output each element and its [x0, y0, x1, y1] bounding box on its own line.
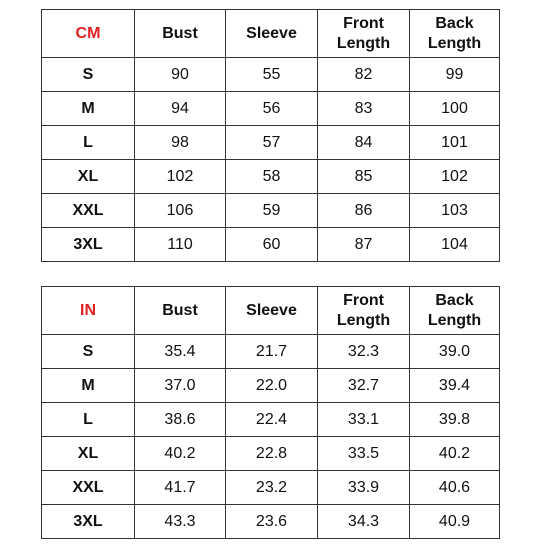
bust-cell: 35.4 [135, 335, 226, 369]
front-length-cell: 32.7 [318, 369, 410, 403]
size-label: XL [42, 160, 135, 194]
table-row [42, 369, 500, 403]
sleeve-cell: 56 [226, 92, 318, 126]
unit-label-cm: CM [42, 10, 135, 58]
size-label: S [42, 58, 135, 92]
table-row [42, 335, 500, 369]
sleeve-cell: 22.8 [226, 437, 318, 471]
size-label: M [42, 92, 135, 126]
front-length-cell: 84 [318, 126, 410, 160]
front-length-cell: 32.3 [318, 335, 410, 369]
size-label: XXL [42, 194, 135, 228]
table-row [42, 437, 500, 471]
table-row [42, 471, 500, 505]
bust-cell: 90 [135, 58, 226, 92]
back-length-cell: 40.6 [410, 471, 500, 505]
column-header-back-length: Back Length [410, 10, 500, 58]
column-header-bust: Bust [135, 287, 226, 335]
table-row [42, 403, 500, 437]
bust-cell: 38.6 [135, 403, 226, 437]
sleeve-cell: 60 [226, 228, 318, 262]
size-label: XXL [42, 471, 135, 505]
bust-cell: 102 [135, 160, 226, 194]
size-label: L [42, 403, 135, 437]
table-row [42, 92, 500, 126]
sleeve-cell: 58 [226, 160, 318, 194]
sleeve-cell: 23.6 [226, 505, 318, 539]
column-header-sleeve: Sleeve [226, 10, 318, 58]
bust-cell: 110 [135, 228, 226, 262]
sleeve-cell: 21.7 [226, 335, 318, 369]
table-header-row [42, 287, 500, 335]
sleeve-cell: 23.2 [226, 471, 318, 505]
bust-cell: 37.0 [135, 369, 226, 403]
bust-cell: 40.2 [135, 437, 226, 471]
front-length-cell: 33.1 [318, 403, 410, 437]
unit-label-in: IN [42, 287, 135, 335]
column-header-back-length: Back Length [410, 287, 500, 335]
table-row [42, 58, 500, 92]
front-length-cell: 34.3 [318, 505, 410, 539]
size-label: XL [42, 437, 135, 471]
front-length-cell: 83 [318, 92, 410, 126]
sleeve-cell: 55 [226, 58, 318, 92]
back-length-cell: 40.2 [410, 437, 500, 471]
bust-cell: 41.7 [135, 471, 226, 505]
size-label: 3XL [42, 505, 135, 539]
bust-cell: 106 [135, 194, 226, 228]
back-length-cell: 101 [410, 126, 500, 160]
size-chart-in-table [41, 286, 500, 539]
bust-cell: 43.3 [135, 505, 226, 539]
sleeve-cell: 57 [226, 126, 318, 160]
back-length-cell: 100 [410, 92, 500, 126]
back-length-cell: 39.0 [410, 335, 500, 369]
bust-cell: 94 [135, 92, 226, 126]
back-length-cell: 102 [410, 160, 500, 194]
front-length-cell: 82 [318, 58, 410, 92]
sleeve-cell: 22.0 [226, 369, 318, 403]
table-row [42, 160, 500, 194]
front-length-cell: 87 [318, 228, 410, 262]
size-label: M [42, 369, 135, 403]
column-header-front-length: Front Length [318, 10, 410, 58]
sleeve-cell: 59 [226, 194, 318, 228]
table-row [42, 228, 500, 262]
size-label: 3XL [42, 228, 135, 262]
front-length-cell: 86 [318, 194, 410, 228]
size-label: S [42, 335, 135, 369]
front-length-cell: 33.9 [318, 471, 410, 505]
sleeve-cell: 22.4 [226, 403, 318, 437]
back-length-cell: 39.8 [410, 403, 500, 437]
size-label: L [42, 126, 135, 160]
column-header-sleeve: Sleeve [226, 287, 318, 335]
table-row [42, 505, 500, 539]
column-header-bust: Bust [135, 10, 226, 58]
back-length-cell: 103 [410, 194, 500, 228]
back-length-cell: 104 [410, 228, 500, 262]
column-header-front-length: Front Length [318, 287, 410, 335]
back-length-cell: 40.9 [410, 505, 500, 539]
front-length-cell: 85 [318, 160, 410, 194]
back-length-cell: 99 [410, 58, 500, 92]
size-chart-cm-table [41, 9, 500, 262]
back-length-cell: 39.4 [410, 369, 500, 403]
front-length-cell: 33.5 [318, 437, 410, 471]
table-header-row [42, 10, 500, 58]
table-row [42, 126, 500, 160]
table-row [42, 194, 500, 228]
bust-cell: 98 [135, 126, 226, 160]
